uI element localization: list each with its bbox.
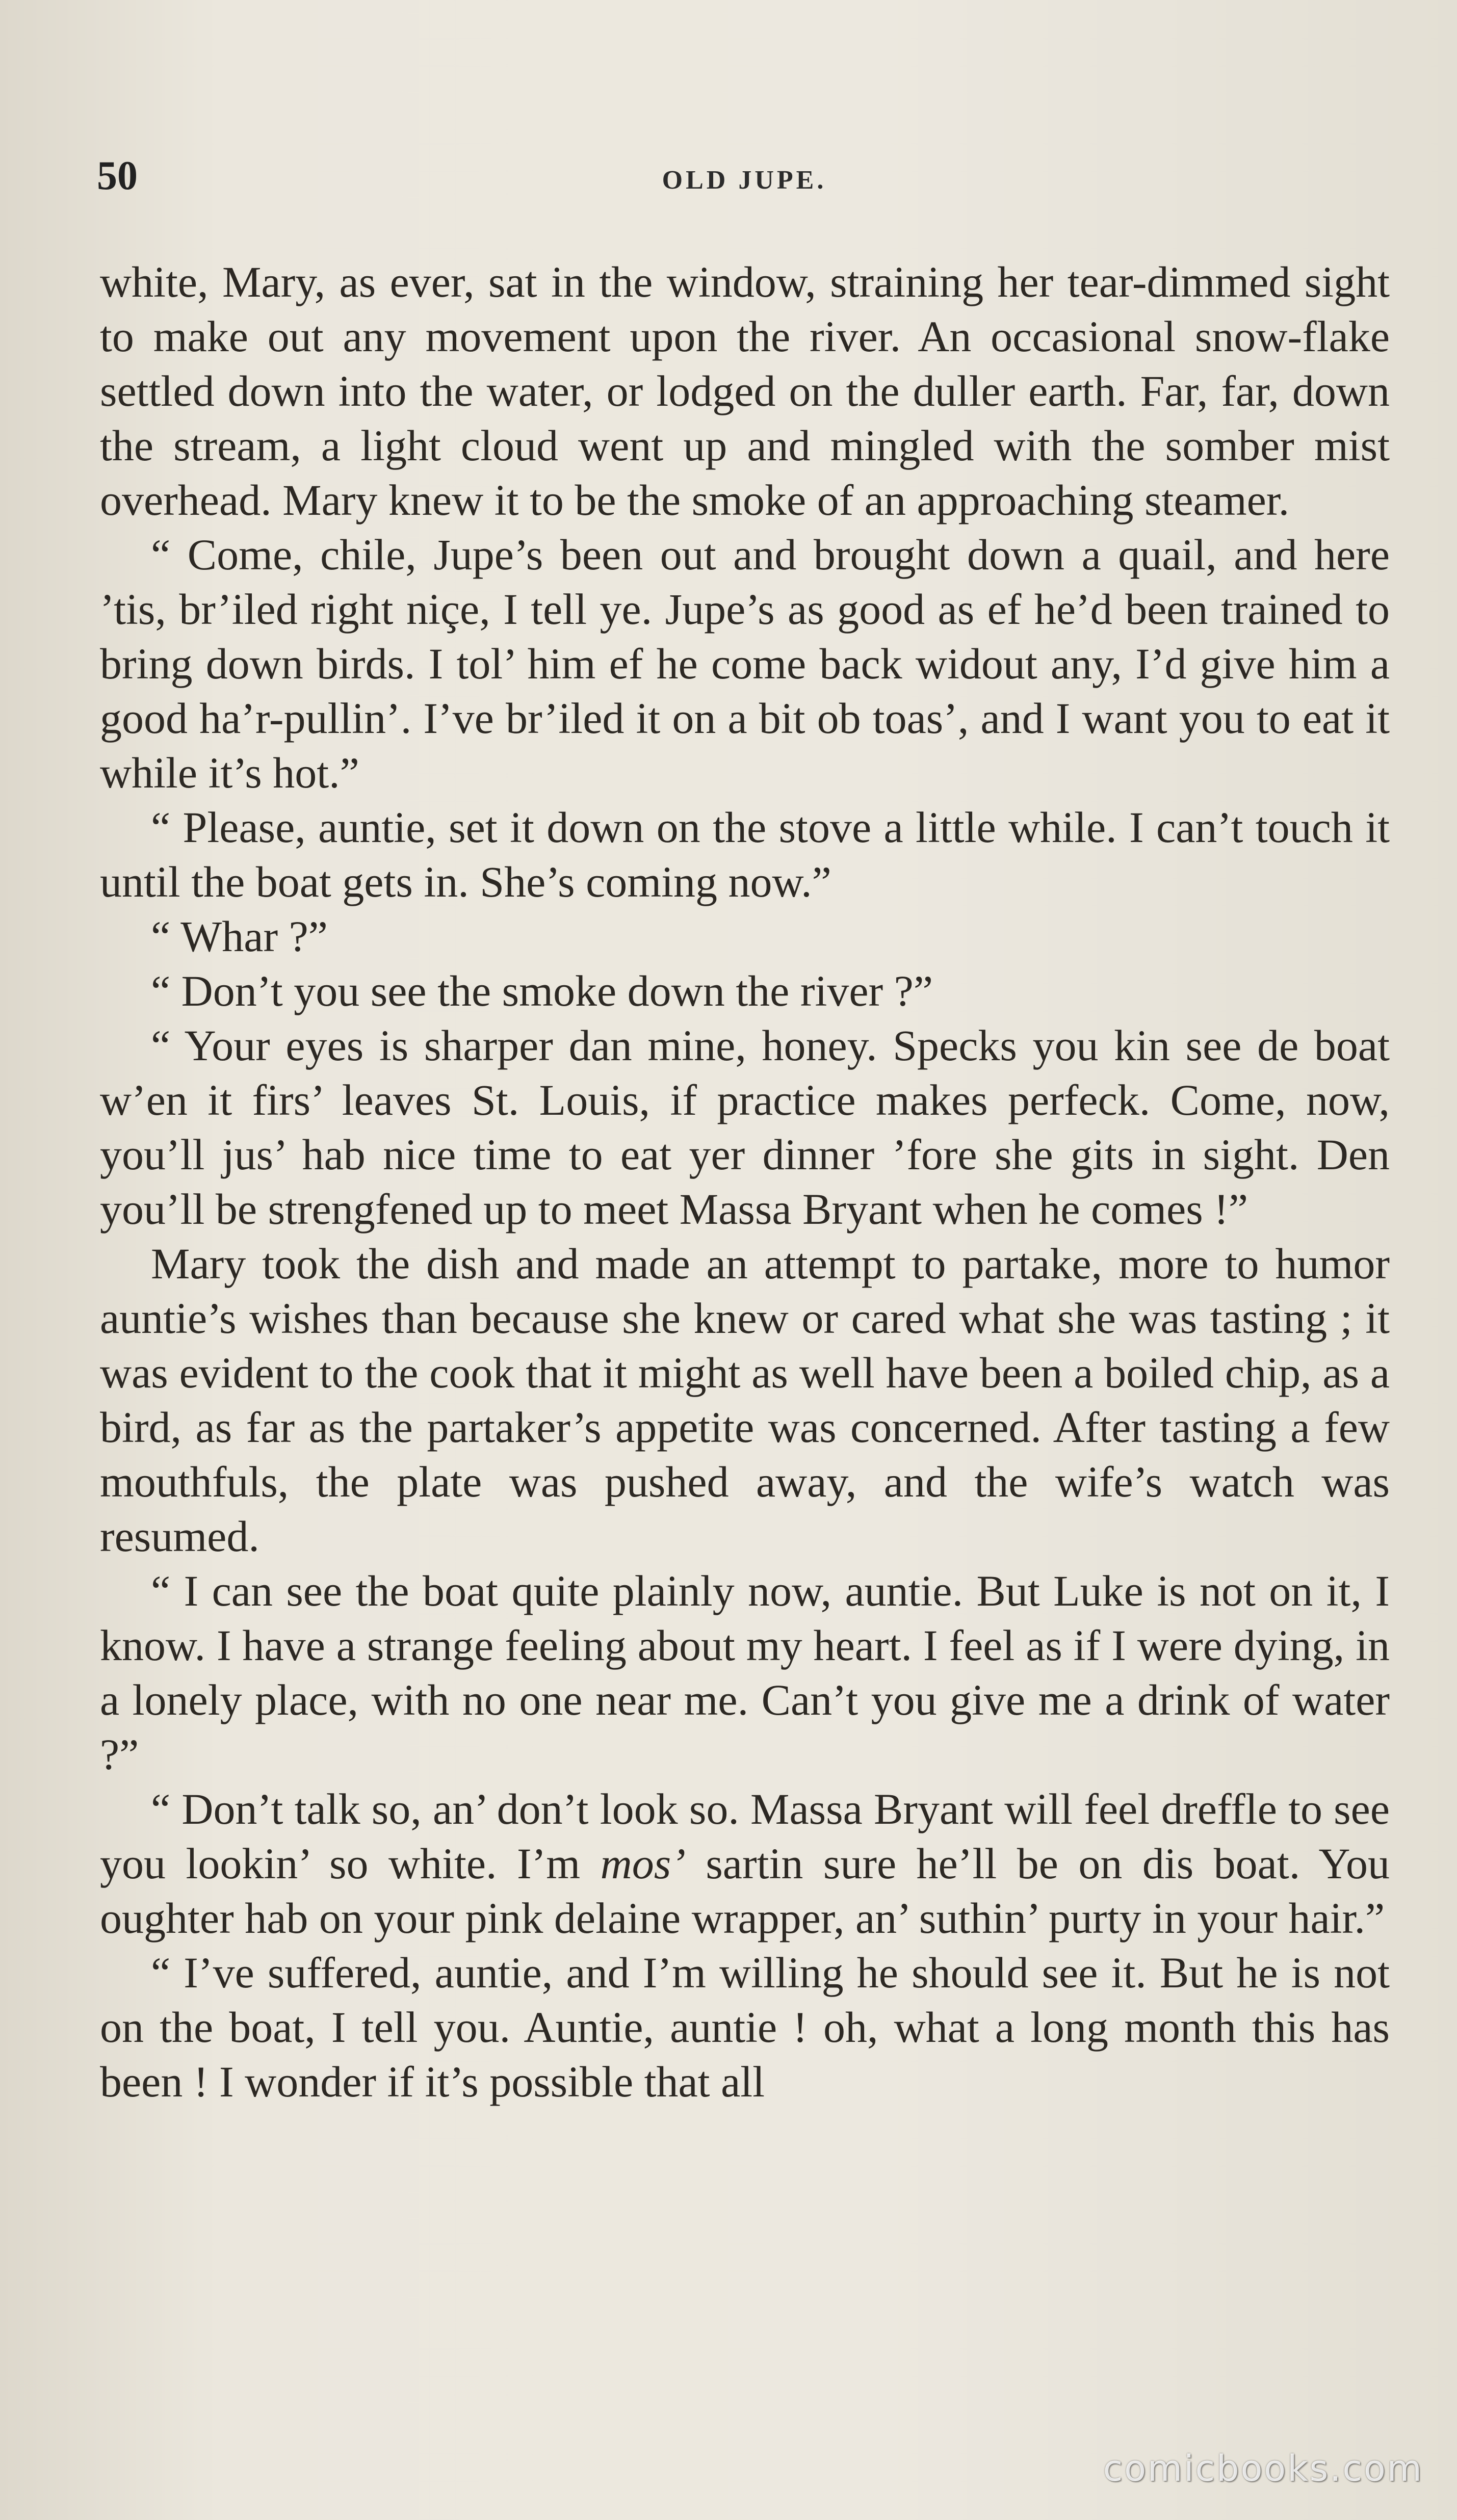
page-number: 50 [97,153,138,198]
paragraph-3: “ Please, auntie, set it down on the stove a little while. I can’t touch it until the boat gets in. She’s coming now.” [100,803,1390,906]
paragraph-5: “ Don’t you see the smoke down the river ?” [151,966,933,1015]
paragraph-1: white, Mary, as ever, sat in the window, straining her tear-dimmed sight to make out any movement upon the river. An occasional snow-flake settled down into the water, or lodged on the duller earth. Far, far, down the stream, a light cloud went up and mingled with the somber mist overhead. Mary knew it to be the smoke of an approaching steamer. [100,257,1390,524]
paragraph-9 [100,1782,1390,1946]
paragraph-9-italic: mos’ [600,1839,686,1888]
paragraph-2: “ Come, chile, Jupe’s been out and brought down a quail, and here ’tis, br’iled right niçe, I tell ye. Jupe’s as good as ef he’d been trained to bring down birds. I tol’ him ef he come back widout any, I’d give him a good ha’r-pullin’. I’ve br’iled it on a bit ob toas’, and I want you to eat it while it’s hot.” [100,530,1390,797]
running-title: OLD JUPE. [662,166,827,195]
body-text [100,255,1390,2109]
paragraph-4: “ Whar ?” [151,912,328,961]
paragraph-7: Mary took the dish and made an attempt to partake, more to humor auntie’s wishes than because she knew or cared what she was tasting ; it was evident to the cook that it might as well have been a boiled chip, as a bird, as far as the partaker’s appetite was concerned. After tasting a few mouthfuls, the plate was pushed away, and the wife’s watch was resumed. [100,1239,1390,1561]
paragraph-10: “ I’ve suffered, auntie, and I’m willing he should see it. But he is not on the boat, I tell you. Auntie, auntie ! oh, what a long month this has been ! I wonder if it’s possible that all [100,1948,1390,2106]
paragraph-9-end: sartin sure he’ll be on dis boat. You oughter hab on your pink delaine wrapper, an’ suthin’ purty in your hair.” [100,1839,1390,1942]
watermark-logo: comicbooks.com [1103,2448,1423,2489]
running-head [97,153,1392,214]
paragraph-9-start: “ Don’t talk so, an’ don’t look so. Massa Bryant will feel dreffle to see you lookin’ so white. I’m [100,1784,1390,1888]
paragraph-8: “ I can see the boat quite plainly now, auntie. But Luke is not on it, I know. I have a strange feeling about my heart. I feel as if I were dying, in a lonely place, with no one near me. Can’t you give me a drink of water ?” [100,1566,1390,1779]
paragraph-6: “ Your eyes is sharper dan mine, honey. Specks you kin see de boat w’en it firs’ leaves St. Louis, if practice makes perfeck. Come, now, you’ll jus’ hab nice time to eat yer dinner ’fore she gits in sight. Den you’ll be strengfened up to meet Massa Bryant when he comes !” [100,1021,1390,1233]
